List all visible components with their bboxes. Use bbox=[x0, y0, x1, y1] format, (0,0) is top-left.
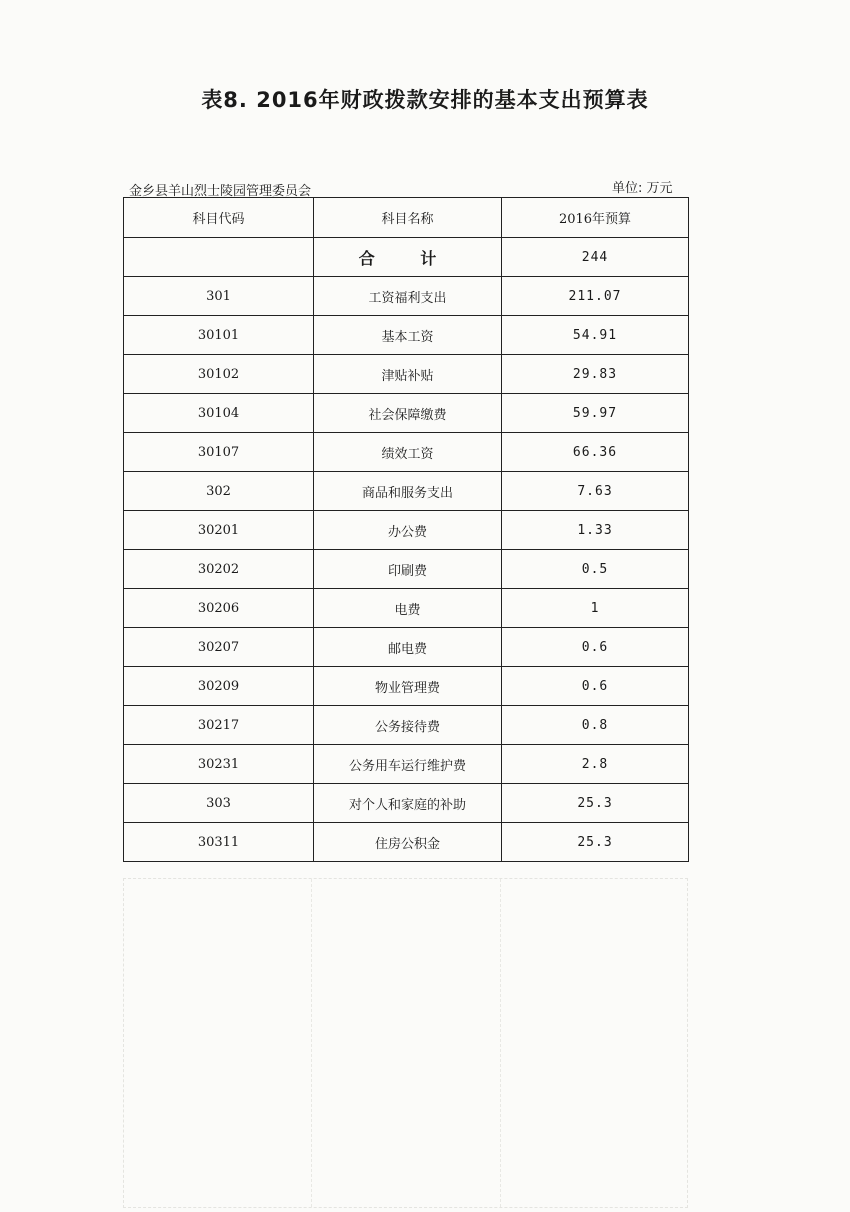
row-value: 0.5 bbox=[502, 550, 689, 589]
row-value: 0.8 bbox=[502, 706, 689, 745]
row-value: 0.6 bbox=[502, 628, 689, 667]
row-code: 301 bbox=[124, 277, 314, 316]
table-row bbox=[124, 550, 689, 589]
row-value: 25.3 bbox=[502, 823, 689, 862]
faded-bleedthrough-table bbox=[123, 878, 688, 1208]
row-code: 30102 bbox=[124, 355, 314, 394]
total-value: 244 bbox=[502, 238, 689, 277]
table-row bbox=[124, 823, 689, 862]
table-row bbox=[124, 784, 689, 823]
row-code: 30209 bbox=[124, 667, 314, 706]
table-row bbox=[124, 433, 689, 472]
row-name: 邮电费 bbox=[314, 628, 502, 667]
total-row bbox=[124, 238, 689, 277]
row-code: 30231 bbox=[124, 745, 314, 784]
table-row bbox=[124, 667, 689, 706]
row-code: 30311 bbox=[124, 823, 314, 862]
row-name: 电费 bbox=[314, 589, 502, 628]
row-code: 30201 bbox=[124, 511, 314, 550]
row-value: 211.07 bbox=[502, 277, 689, 316]
row-code: 303 bbox=[124, 784, 314, 823]
table-row bbox=[124, 277, 689, 316]
row-name: 住房公积金 bbox=[314, 823, 502, 862]
row-name: 办公费 bbox=[314, 511, 502, 550]
row-code: 30207 bbox=[124, 628, 314, 667]
organization-name: 金乡县羊山烈士陵园管理委员会 bbox=[129, 184, 312, 199]
table-row bbox=[124, 745, 689, 784]
ghost-divider bbox=[311, 879, 312, 1207]
table-header-row bbox=[124, 198, 689, 238]
row-name: 印刷费 bbox=[314, 550, 502, 589]
table-row bbox=[124, 394, 689, 433]
row-name: 物业管理费 bbox=[314, 667, 502, 706]
row-name: 公务用车运行维护费 bbox=[314, 745, 502, 784]
row-value: 1.33 bbox=[502, 511, 689, 550]
table-row bbox=[124, 355, 689, 394]
row-value: 59.97 bbox=[502, 394, 689, 433]
row-name: 基本工资 bbox=[314, 316, 502, 355]
row-code: 30107 bbox=[124, 433, 314, 472]
row-name: 津贴补贴 bbox=[314, 355, 502, 394]
row-code: 30101 bbox=[124, 316, 314, 355]
page-title: 表8. 2016年财政拨款安排的基本支出预算表 bbox=[201, 88, 649, 112]
row-code: 30206 bbox=[124, 589, 314, 628]
row-code: 302 bbox=[124, 472, 314, 511]
header-code: 科目代码 bbox=[124, 198, 314, 238]
table-row bbox=[124, 706, 689, 745]
unit-label: 单位: 万元 bbox=[612, 181, 673, 196]
row-value: 25.3 bbox=[502, 784, 689, 823]
row-value: 2.8 bbox=[502, 745, 689, 784]
row-code: 30104 bbox=[124, 394, 314, 433]
row-code: 30202 bbox=[124, 550, 314, 589]
row-name: 公务接待费 bbox=[314, 706, 502, 745]
total-code bbox=[124, 238, 314, 277]
budget-table bbox=[123, 197, 689, 862]
row-value: 66.36 bbox=[502, 433, 689, 472]
header-name: 科目名称 bbox=[314, 198, 502, 238]
row-code: 30217 bbox=[124, 706, 314, 745]
row-name: 工资福利支出 bbox=[314, 277, 502, 316]
table-row bbox=[124, 589, 689, 628]
header-budget: 2016年预算 bbox=[502, 198, 689, 238]
table-row bbox=[124, 511, 689, 550]
row-value: 29.83 bbox=[502, 355, 689, 394]
table-row bbox=[124, 628, 689, 667]
row-name: 社会保障缴费 bbox=[314, 394, 502, 433]
row-name: 对个人和家庭的补助 bbox=[314, 784, 502, 823]
row-value: 0.6 bbox=[502, 667, 689, 706]
row-name: 绩效工资 bbox=[314, 433, 502, 472]
ghost-divider bbox=[500, 879, 501, 1207]
table-row bbox=[124, 316, 689, 355]
row-value: 7.63 bbox=[502, 472, 689, 511]
row-value: 54.91 bbox=[502, 316, 689, 355]
row-name: 商品和服务支出 bbox=[314, 472, 502, 511]
table-row bbox=[124, 472, 689, 511]
row-value: 1 bbox=[502, 589, 689, 628]
total-label: 合 计 bbox=[314, 238, 502, 277]
